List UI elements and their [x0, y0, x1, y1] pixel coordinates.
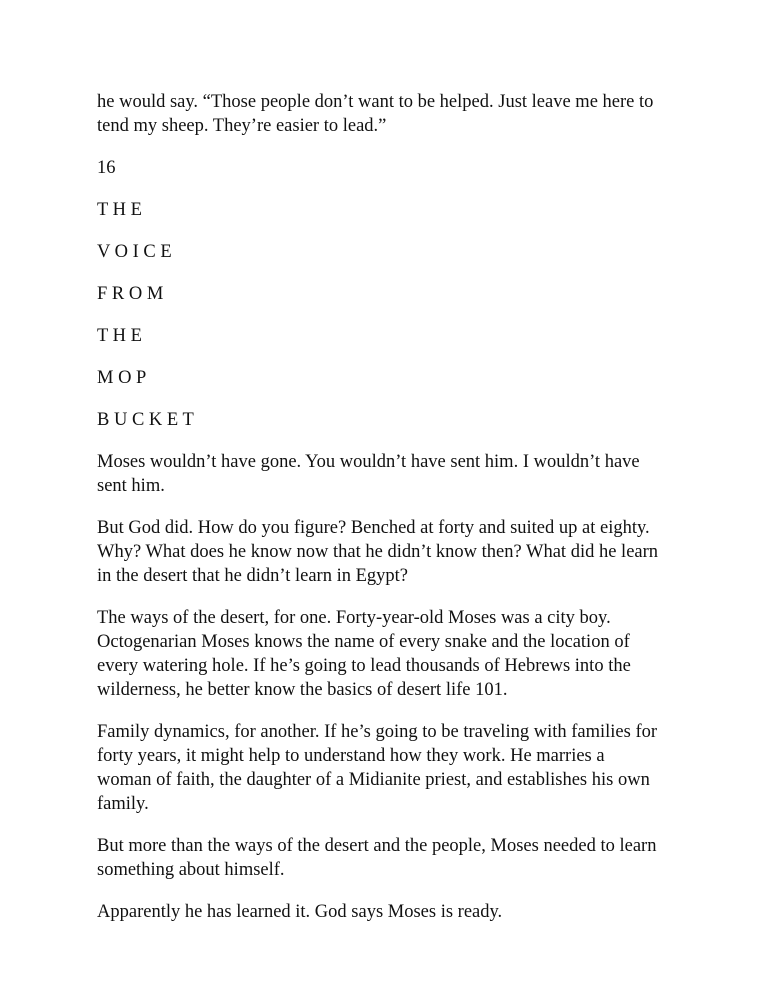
page-number: 16: [97, 158, 116, 178]
body-paragraph: [97, 720, 697, 816]
body-paragraph: [97, 900, 697, 924]
text-line: in the desert that he didn’t learn in Egypt?: [97, 566, 408, 586]
running-title-word: F R O M: [97, 284, 164, 304]
text-line: woman of faith, the daughter of a Midianite priest, and establishes his own: [97, 770, 650, 790]
document-page: [97, 90, 697, 942]
body-paragraph: [97, 606, 697, 702]
body-paragraph: [97, 516, 697, 588]
text-line: he would say. “Those people don’t want to be helped. Just leave me here to: [97, 92, 654, 112]
text-line: tend my sheep. They’re easier to lead.”: [97, 116, 387, 136]
text-line: forty years, it might help to understand how they work. He marries a: [97, 746, 605, 766]
text-line: Moses wouldn’t have gone. You wouldn’t have sent him. I wouldn’t have: [97, 452, 640, 472]
text-line: sent him.: [97, 476, 165, 496]
text-line: wilderness, he better know the basics of desert life 101.: [97, 680, 508, 700]
running-title-word: B U C K E T: [97, 410, 194, 430]
text-line: every watering hole. If he’s going to lead thousands of Hebrews into the: [97, 656, 631, 676]
text-line: something about himself.: [97, 860, 285, 880]
opening-paragraph: [97, 90, 697, 138]
text-line: Octogenarian Moses knows the name of every snake and the location of: [97, 632, 630, 652]
text-line: Family dynamics, for another. If he’s going to be traveling with families for: [97, 722, 658, 742]
text-line: family.: [97, 794, 149, 814]
text-line: Why? What does he know now that he didn’t know then? What did he learn: [97, 542, 659, 562]
body-paragraph: [97, 450, 697, 498]
running-title-word: T H E: [97, 200, 142, 220]
running-title-word: M O P: [97, 368, 147, 388]
text-line: But God did. How do you figure? Benched at forty and suited up at eighty.: [97, 518, 650, 538]
running-title-word: T H E: [97, 326, 142, 346]
text-line: The ways of the desert, for one. Forty-year-old Moses was a city boy.: [97, 608, 611, 628]
running-title-word: V O I C E: [97, 242, 172, 262]
text-line: But more than the ways of the desert and the people, Moses needed to learn: [97, 836, 657, 856]
text-line: Apparently he has learned it. God says Moses is ready.: [97, 902, 503, 922]
body-paragraph: [97, 834, 697, 882]
